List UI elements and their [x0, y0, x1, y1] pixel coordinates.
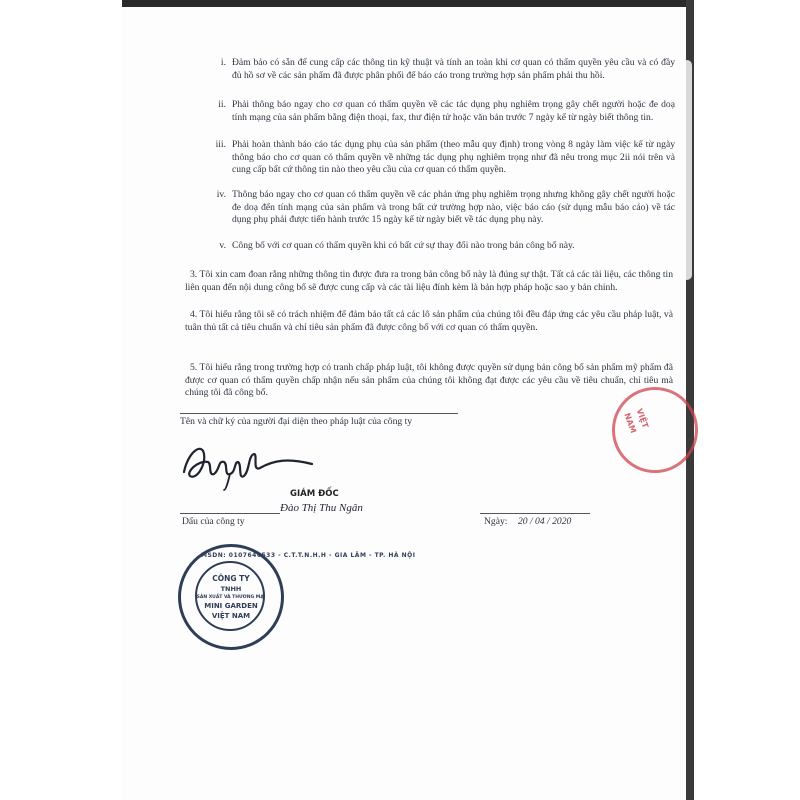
- stamp-rule: [180, 513, 280, 514]
- item-text: Phải thông báo ngay cho cơ quan có thẩm quyền về các tác dụng phụ nghiêm trọng gây chết người hoặc đe doạ tính mạng của sản phẩm bằng điện thoại, fax, thư điện tử hoặc văn bản trước 7 ngày kể từ ngày biết thông tin.: [232, 99, 675, 123]
- right-gutter: [694, 0, 800, 800]
- signature-caption: Tên và chữ ký của người đại diện theo pháp luật của công ty: [180, 416, 413, 427]
- red-stamp-text: VIỆT NAM: [622, 407, 650, 435]
- item-number: iii.: [215, 139, 226, 150]
- item-number: i.: [220, 57, 226, 68]
- paragraph-5: 5. Tôi hiểu rằng trong trường hợp có tranh chấp pháp luật, tôi không được quyền sử dụng bản công bố sản phẩm mỹ phẩm đã được cơ quan có thẩm quyền chấp nhận nếu sản phẩm của chúng tôi không đạt được các yêu cầu về tiêu chuẩn, chỉ tiêu mà chúng tôi đã công bố.: [185, 362, 673, 399]
- signature-rule: [180, 413, 458, 414]
- item-number: iv.: [216, 189, 226, 200]
- director-name: Đào Thị Thu Ngân: [280, 502, 363, 514]
- stamp-label: Dấu của công ty: [182, 516, 245, 527]
- item-number: v.: [219, 240, 226, 251]
- stamp-line-3: SẢN XUẤT VÀ THƯƠNG MẠI: [196, 595, 266, 600]
- document-page: [122, 7, 686, 800]
- director-title: GIÁM ĐỐC: [290, 489, 339, 499]
- item-text: Công bố với cơ quan có thẩm quyền khi có bất cứ sự thay đổi nào trong bản công bố này.: [232, 240, 575, 251]
- stamp-line-4: MINI GARDEN: [204, 602, 258, 610]
- stamp-line-1: CÔNG TY: [212, 574, 250, 583]
- date-label: Ngày:: [484, 516, 508, 527]
- item-number: ii.: [218, 99, 226, 110]
- top-bar: [122, 0, 692, 7]
- stamp-line-2: TNHH: [220, 585, 242, 593]
- paragraph-4: 4. Tôi hiểu rằng tôi sẽ có trách nhiệm để đảm bảo tất cả các lô sản phẩm của chúng tôi đều đáp ứng các yêu cầu pháp luật, và tuân thủ tất cả tiêu chuẩn và chỉ tiêu sản phẩm đã được công bố với cơ quan có thẩm quyền.: [185, 309, 673, 333]
- company-stamp: [178, 544, 416, 650]
- item-text: Phải hoàn thành báo cáo tác dụng phụ của sản phẩm (theo mẫu quy định) trong vòng 8 ngày làm việc kể từ ngày thông báo cho cơ quan có thẩm quyền về những tác dụng phụ nghiêm trọng như đã nêu trong mục 2ii nói trên và cung cấp bất cứ thông tin nào theo yêu cầu của cơ quan có thẩm quyền.: [232, 139, 675, 176]
- handwritten-signature: [178, 432, 318, 492]
- stamp-ring-text: MSDN: 0107646533 - C.T.T.N.H.H - GIA LÂM - TP. HÀ NỘI: [201, 552, 416, 559]
- document-body: [122, 7, 686, 800]
- stamp-line-5: VIỆT NAM: [211, 612, 251, 620]
- date-rule: [480, 513, 590, 514]
- left-margin: [0, 0, 122, 800]
- item-text: Đảm bảo có sẵn để cung cấp các thông tin kỹ thuật và tính an toàn khi cơ quan có thẩm quyền yêu cầu và có đầy đủ hồ sơ về các sản phẩm đã được phân phối để báo cáo trong trường hợp sản phẩm phải thu hồi.: [232, 57, 675, 81]
- paragraph-3: 3. Tôi xin cam đoan rằng những thông tin được đưa ra trong bản công bố này là đúng sự thật. Tất cả các tài liệu, các thông tin liên quan đến nội dung công bố sẽ được cung cấp và các tài liệu đính kèm là bản hợp pháp hoặc sao y bản chính.: [185, 269, 673, 293]
- date-value: 20 / 04 / 2020: [518, 516, 572, 527]
- item-text: Thông báo ngay cho cơ quan có thẩm quyền về các phản ứng phụ nghiêm trọng nhưng không gây chết người hoặc đe doạ đến tính mạng của sản phẩm và trong bất cứ trường hợp nào, việc báo cáo (sử dụng mẫu báo cáo) về tác dụng phụ phải được tiến hành trước 15 ngày kể từ ngày biết về tác dụng phụ này.: [232, 189, 675, 226]
